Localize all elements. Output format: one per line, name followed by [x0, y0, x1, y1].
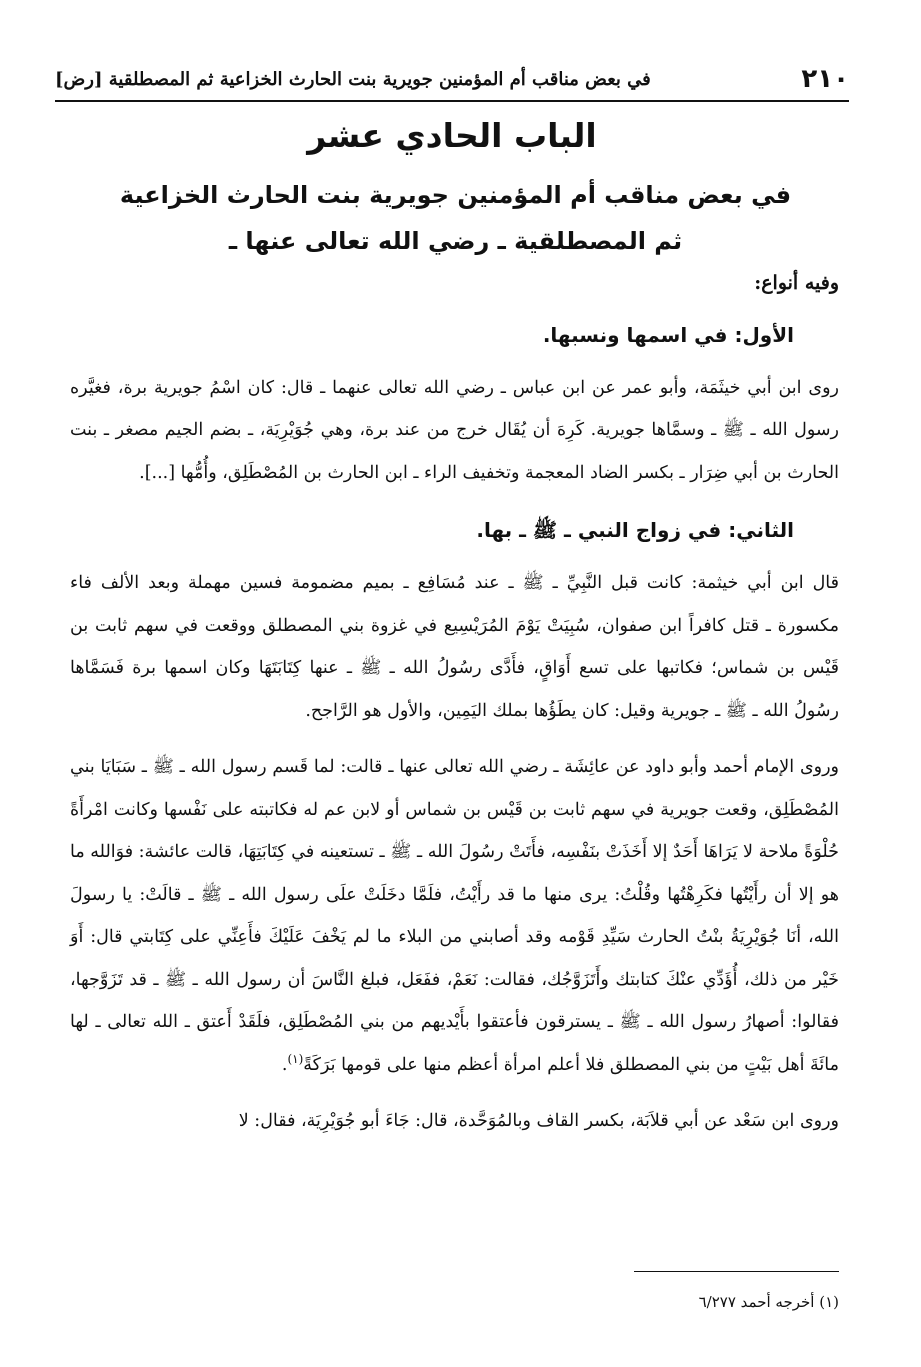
paragraph-aisha-text: وروى الإمام أحمد وأبو داود عن عائِشَة ـ رضي الله تعالى عنها ـ قالت: لما قَسم رسول الله ـ ﷺ ـ سَبَايَا بني المُصْطَلِق، وقعت جويرية في سهم ثابت بن قَيْس بن شماس أو لابن عم له فكاتبته على نَفْسها وكانت امْرأَةً حُلْوَةً ملاحة لا يَرَاهَا أَحَدٌ إلا أَخَذَتْ بنَفْسِه، فأَتَتْ رسُولَ الله ـ ﷺ ـ تستعينه في كِتَابَتِهَا، قالت عائشة: فوَالله ما هو إلا أن رأَيْتُها فكَرِهْتُها وقُلْتُ: يرى منها ما قد رأَيْتُ، فلَمَّا دخَلَتْ علَى رسول الله ـ ﷺ ـ قالَتْ: يا رسولَ الله، أنَا جُوَيْرِيَةُ بنْتُ الحارث سَيِّدِ قَوْمه وقد أصابني من البلاء ما لم يَخْفَ عَلَيْكَ فأَعِنِّي على كِتَابتي قال: أَوَ خَيْر من ذلك، أُؤَدِّي عنْكَ كتابتك وأَتَزَوَّجُك، فقالت: نَعَمْ، ففَعَل، فبلغ النَّاسَ أن رسول الله ـ ﷺ ـ قد تَزَوَّجها، فقالوا: أصهارُ رسول الله ـ ﷺ ـ يسترقون فأعتقوا بأَيْديهم من بني المُصْطَلِق، فلَقَدْ أَعتق ـ الله تعالى ـ لها مائَةَ أهل بَيْتٍ من بني المصطلق فلا أعلم امرأة أعظم منها على قومها بَرَكَةً	[70, 757, 839, 1075]
section-heading-second: الثاني: في زواج النبي ـ ﷺ ـ بها.	[476, 518, 794, 542]
header-divider	[55, 100, 849, 102]
chapter-subtitle	[90, 172, 821, 264]
paragraph-aisha-narration	[70, 746, 839, 1086]
page-number: ٢١٠	[801, 64, 849, 94]
footnote-reference[interactable]: (١)	[287, 1051, 304, 1066]
paragraph-name-lineage: روى ابن أبي خيثَمَة، وأبو عمر عن ابن عباس ـ رضي الله تعالى عنهما ـ قال: كان اسْمُ جويرية برة، فغيَّره رسول الله ـ ﷺ ـ وسمَّاها جويرية. كَرِهَ أن يُقَال خرج من عند برة، وهي جُوَيْرِيَة، ـ بضم الجيم مصغر ـ بنت الحارث بن أبي ضِرَار ـ بكسر الضاد المعجمة وتخفيف الراء ـ ابن الحارث بن المُصْطَلِق، وأُمُّها [...].	[70, 377, 839, 483]
chapter-title: الباب الحادي عشر	[307, 116, 597, 155]
paragraph-aisha-end: .	[281, 1054, 288, 1075]
intro-text: وفيه أنواع:	[754, 272, 839, 294]
footnote: (١) أخرجه أحمد ٦/٢٧٧	[698, 1293, 839, 1311]
running-header	[55, 62, 849, 96]
running-title: في بعض مناقب أم المؤمنين جويرية بنت الحارث الخزاعية ثم المصطلقية [رض]	[55, 68, 651, 90]
section-heading-first: الأول: في اسمها ونسبها.	[542, 322, 794, 347]
footnote-divider	[634, 1271, 839, 1272]
chapter-subtitle-line-1: في بعض مناقب أم المؤمنين جويرية بنت الحارث الخزاعية	[119, 181, 792, 209]
paragraph-ibn-saad: وروى ابن سَعْد عن أبي قلاَبَة، بكسر القاف وبالمُوَحَّدة، قال: جَاءَ أبو جُوَيْرِيَة، فقال: لا	[238, 1111, 839, 1131]
body-text	[70, 262, 839, 1157]
chapter-subtitle-line-2: ثم المصطلقية ـ رضي الله تعالى عنها ـ	[228, 227, 683, 255]
paragraph-marriage: قال ابن أبي خيثمة: كانت قبل النَّبِيِّ ـ ﷺ ـ عند مُسَافِع ـ بميم مضمومة فسين مهملة وبعد الألف فاء مكسورة ـ قتل كافراً ابن صفوان، سُبِيَتْ يَوْمَ المُرَيْسِيع في غزوة بني المصطلق ووقعت في سهم ثابت بن قَيْس بن شماس؛ فكاتبها على تسع أَوَاقٍ، فأَدَّى رسُولُ الله ـ ﷺ ـ عنها كِتَابَتَهَا وكان اسمها برة فَسَمَّاها رسُولُ الله ـ ﷺ ـ جويرية وقيل: كان يطَؤُها بملك اليَمِين، والأول هو الرَّاجح.	[70, 573, 839, 721]
